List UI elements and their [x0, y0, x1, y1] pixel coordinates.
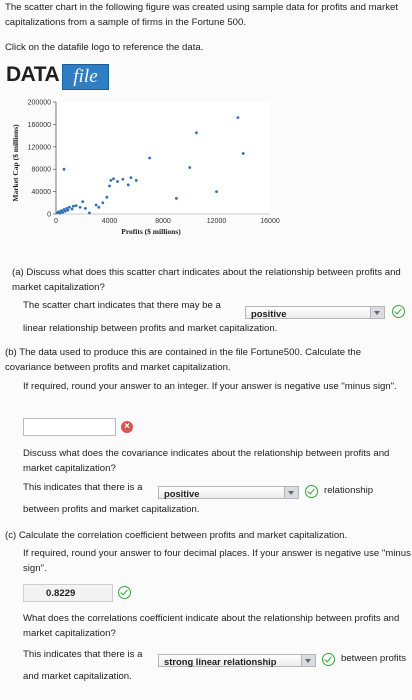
part-c-answer-suffix: between profits — [341, 653, 407, 664]
part-b-instructions: If required, round your answer to an integer. If your answer is negative use "minus sign". — [23, 381, 397, 392]
part-c-answer-prefix: This indicates that there is a — [23, 649, 143, 660]
correct-check-icon — [322, 653, 335, 666]
scatter-point — [67, 209, 70, 212]
part-b-answer-prefix: This indicates that there is a — [23, 482, 143, 493]
part-a-answer-suffix: linear relationship between profits and market capitalization. — [23, 323, 278, 334]
incorrect-x-icon: × — [121, 421, 133, 433]
scatter-point — [101, 201, 104, 204]
scatter-point — [105, 196, 108, 199]
scatter-point — [63, 168, 66, 171]
scatter-point — [215, 190, 218, 193]
scatter-point — [59, 212, 62, 215]
correct-check-icon — [305, 485, 318, 498]
covariance-input[interactable] — [23, 418, 116, 436]
scatter-point — [79, 206, 82, 209]
scatter-point — [109, 179, 112, 182]
chevron-down-icon — [284, 487, 298, 498]
scatter-point — [121, 178, 124, 181]
chevron-down-icon — [301, 655, 315, 666]
part-b-relationship-dropdown[interactable] — [158, 486, 299, 499]
part-b-answer-suffix: relationship — [324, 485, 374, 496]
scatter-point — [64, 210, 67, 213]
scatter-point — [88, 211, 91, 214]
part-c-dropdown-value: strong linear relationship — [164, 656, 277, 667]
scatter-point — [195, 131, 198, 134]
scatter-point — [95, 204, 98, 207]
y-axis-label: Market Cap ($ millions) — [11, 124, 20, 202]
part-c-answer-end: and market capitalization. — [23, 671, 132, 682]
y-tick-label: 120000 — [27, 144, 51, 152]
datafile-hint: Click on the datafile logo to reference the data. — [5, 42, 204, 53]
x-axis-label: Profits ($ millions) — [121, 227, 181, 236]
scatter-point — [188, 166, 191, 169]
y-tick-label: 160000 — [27, 121, 51, 129]
scatter-point — [148, 157, 151, 160]
part-c-relationship-dropdown[interactable] — [158, 654, 316, 667]
part-c-instructions: If required, round your answer to four decimal places. If your answer is negative use "minus sign". — [23, 548, 411, 574]
y-tick-label: 80000 — [31, 166, 51, 174]
scatter-point — [75, 204, 78, 207]
correlation-input[interactable]: 0.8229 — [23, 584, 113, 602]
scatter-point — [68, 206, 71, 209]
scatter-point — [61, 211, 64, 214]
logo-data-text: DATA — [6, 63, 60, 86]
part-c-followup: What does the correlations coefficient indicate about the relationship between profits and market capitalization? — [23, 613, 400, 639]
part-b-question: (b) The data used to produce this are contained in the file Fortune500. Calculate the covariance between profits and market capitalization. — [5, 347, 362, 373]
part-a-dropdown-value: positive — [251, 308, 287, 319]
part-c-question: (c) Calculate the correlation coefficient between profits and market capitalization. — [5, 530, 348, 541]
x-tick-label: 12000 — [206, 218, 227, 225]
y-tick-label: 200000 — [27, 99, 51, 107]
scatter-point — [116, 180, 119, 183]
part-b-followup: Discuss what does the covariance indicates about the relationship between profits and market capitalization? — [23, 448, 390, 474]
scatter-point — [84, 207, 87, 210]
logo-file-text: file — [62, 64, 109, 90]
y-tick-label: 0 — [47, 211, 51, 219]
scatter-point — [242, 152, 245, 155]
chevron-down-icon — [370, 307, 384, 318]
datafile-logo-button[interactable] — [4, 63, 108, 89]
correct-check-icon — [392, 305, 405, 318]
correct-check-icon — [118, 586, 131, 599]
x-tick-label: 4000 — [101, 218, 118, 225]
scatter-point — [71, 208, 74, 211]
scatter-point — [130, 176, 133, 179]
x-tick-label: 8000 — [155, 218, 171, 225]
scatter-point — [135, 179, 138, 182]
scatter-point — [97, 206, 100, 209]
part-a-answer-prefix: The scatter chart indicates that there may be a — [23, 300, 221, 311]
scatter-point — [81, 200, 84, 203]
part-b-answer-end: between profits and market capitalization. — [23, 504, 200, 515]
scatter-point — [237, 116, 240, 119]
intro-text: The scatter chart in the following figure was created using sample data for profits and market capitalizations from a sample of firms in the Fortune 500. — [5, 2, 399, 28]
y-tick-label: 40000 — [31, 189, 51, 197]
scatter-point — [127, 183, 130, 186]
scatter-point — [175, 197, 178, 200]
scatter-point — [72, 205, 75, 208]
part-a-relationship-dropdown[interactable] — [245, 306, 385, 319]
scatter-point — [108, 185, 111, 188]
scatter-chart — [10, 94, 292, 252]
part-b-dropdown-value: positive — [164, 488, 200, 499]
x-tick-label: 0 — [54, 218, 58, 225]
x-tick-label: 16000 — [260, 218, 280, 225]
part-a-question: (a) Discuss what does this scatter chart indicates about the relationship between profits and market capitalization? — [12, 267, 401, 293]
scatter-point — [112, 177, 115, 180]
